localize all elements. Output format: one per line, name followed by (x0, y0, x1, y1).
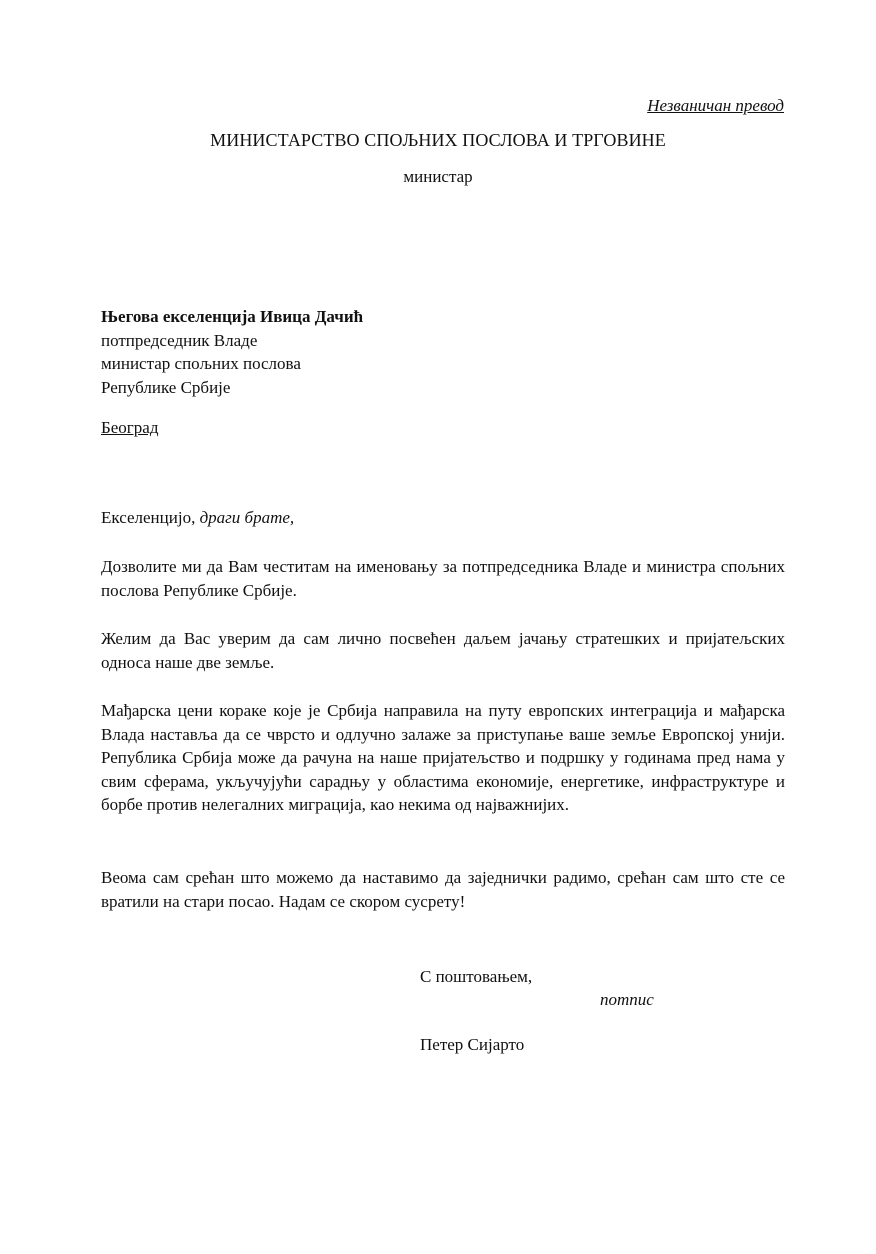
body-paragraph: Дозволите ми да Вам честитам на именовању за потпредседника Владе и министра спољних послова Републике Србије. (101, 557, 785, 600)
signature-placeholder: потпис (600, 990, 654, 1009)
body-paragraph: Веома сам срећан што можемо да наставимо да заједнички радимо, срећан сам што сте се вратили на стари посао. Надам се скором сусрету! (101, 868, 785, 911)
addressee-line: Републике Србије (101, 377, 231, 397)
ministry-heading: МИНИСТАРСТВО СПОЉНИХ ПОСЛОВА И ТРГОВИНЕ (210, 130, 666, 150)
addressee-block (101, 305, 363, 399)
translation-note: Незваничан превод (647, 96, 784, 115)
salutation-greeting: Екселенцијо, (101, 508, 196, 527)
body-paragraph: Желим да Вас уверим да сам лично посвећен даљем јачању стратешких и пријатељских односа наше две земље. (101, 629, 785, 672)
salutation (101, 508, 294, 528)
body-paragraph: Мађарска цени кораке које је Србија направила на путу европских интеграција и мађарска Влада наставља да се чврсто и одлучно залаже за приступање ваше земље Европској унији. Република Србија може да рачуна на наше пријатељство и подршку у годинама пред нама у свим сферама, укључујући сарадњу у областима економије, енергетике, инфраструктуре и борбе против нелегалних миграција, као некима од најважнијих. (101, 701, 785, 814)
addressee-line: министар спољних послова (101, 354, 301, 373)
signer-name: Петер Сијарто (420, 1035, 525, 1054)
addressee-name: Његова екселенција Ивица Дачић (101, 307, 364, 326)
salutation-phrase: драги брате, (199, 508, 295, 527)
closing-regards: С поштовањем, (420, 967, 533, 986)
addressee-city: Београд (101, 418, 159, 437)
position-title: министар (403, 167, 473, 186)
addressee-line: потпредседник Владе (101, 330, 258, 350)
